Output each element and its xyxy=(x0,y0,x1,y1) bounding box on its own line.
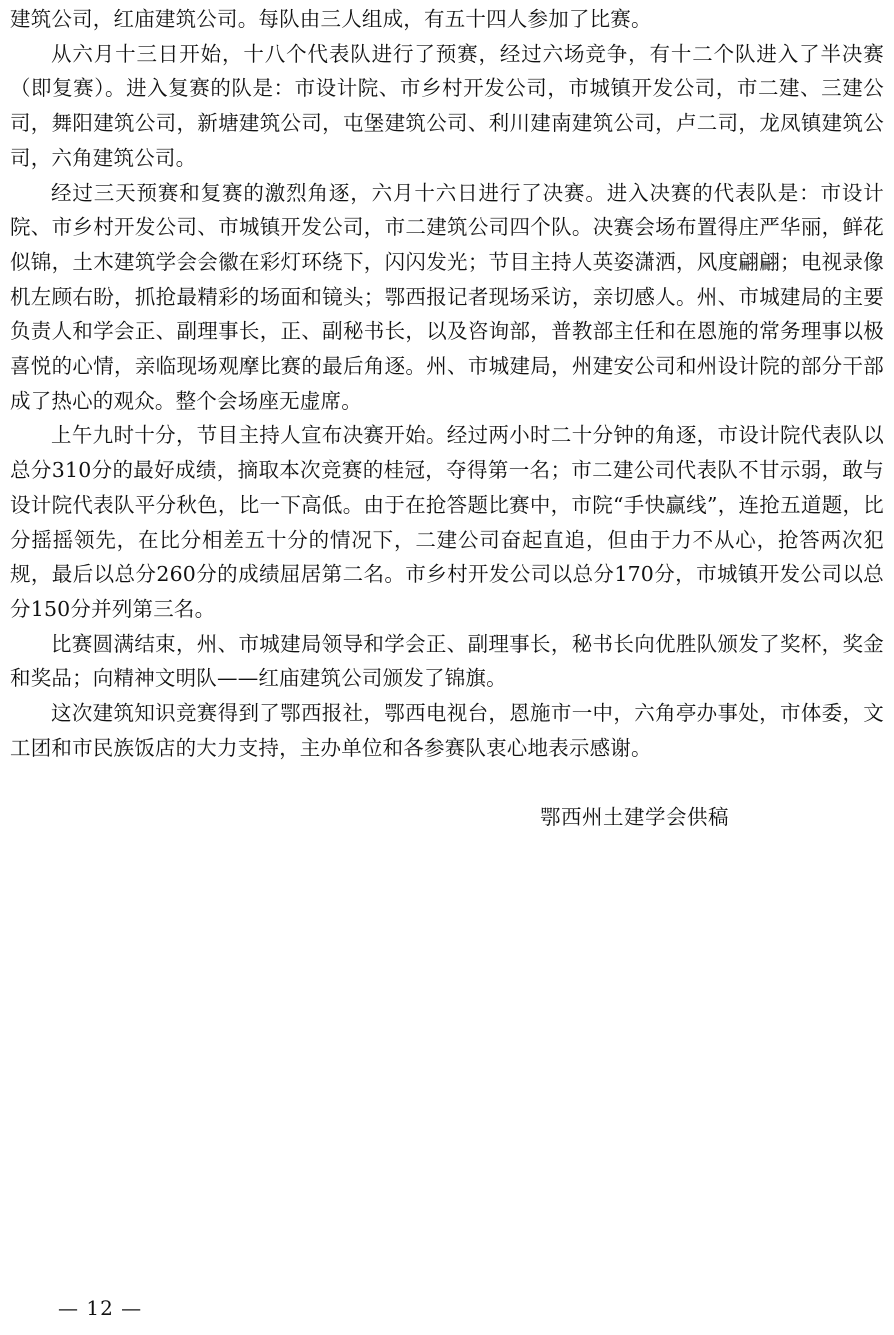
author-signature: 鄂西州土建学会供稿 xyxy=(540,805,729,829)
paragraph-preliminaries: 从六月十三日开始，十八个代表队进行了预赛，经过六场竞争，有十二个队进入了半决赛（即复赛）。进入复赛的队是：市设计院、市乡村开发公司，市城镇开发公司，市二建、三建公司，舞阳建筑公司，新塘建筑公司，屯堡建筑公司、利川建南建筑公司，卢二司，龙凤镇建筑公司，六角建筑公司。 xyxy=(10,41,884,170)
article-body xyxy=(10,2,884,765)
page-number: — 12 — xyxy=(58,1296,143,1320)
paragraph-awards: 比赛圆满结束，州、市城建局领导和学会正、副理事长，秘书长向优胜队颁发了奖杯，奖金和奖品；向精神文明队——红庙建筑公司颁发了锦旗。 xyxy=(10,631,884,691)
paragraph-continuation: 建筑公司，红庙建筑公司。每队由三人组成，有五十四人参加了比赛。 xyxy=(10,7,652,31)
paragraph-final-setting: 经过三天预赛和复赛的激烈角逐，六月十六日进行了决赛。进入决赛的代表队是：市设计院、市乡村开发公司、市城镇开发公司，市二建筑公司四个队。决赛会场布置得庄严华丽，鲜花似锦，土木建筑学会会徽在彩灯环绕下，闪闪发光；节目主持人英姿潇洒，风度翩翩；电视录像机左顾右盼，抓抢最精彩的场面和镜头；鄂西报记者现场采访，亲切感人。州、市城建局的主要负责人和学会正、副理事长，正、副秘书长，以及咨询部，普教部主任和在恩施的常务理事以极喜悦的心情，亲临现场观摩比赛的最后角逐。州、市城建局，州建安公司和州设计院的部分干部成了热心的观众。整个会场座无虚席。 xyxy=(10,180,884,413)
paragraph-acknowledgements: 这次建筑知识竞赛得到了鄂西报社，鄂西电视台，恩施市一中，六角亭办事处，市体委，文工团和市民族饭店的大力支持，主办单位和各参赛队衷心地表示感谢。 xyxy=(10,701,884,760)
paragraph-final-results: 上午九时十分，节目主持人宣布决赛开始。经过两小时二十分钟的角逐，市设计院代表队以总分310分的最好成绩，摘取本次竞赛的桂冠，夺得第一名；市二建公司代表队不甘示弱，敢与设计院代表队平分秋色，比一下高低。由于在抢答题比赛中，市院“手快赢线”，连抢五道题，比分摇摇领先，在比分相差五十分的情况下，二建公司奋起直追，但由于力不从心，抢答两次犯规，最后以总分260分的成绩屈居第二名。市乡村开发公司以总分170分，市城镇开发公司以总分150分并列第三名。 xyxy=(10,423,884,621)
